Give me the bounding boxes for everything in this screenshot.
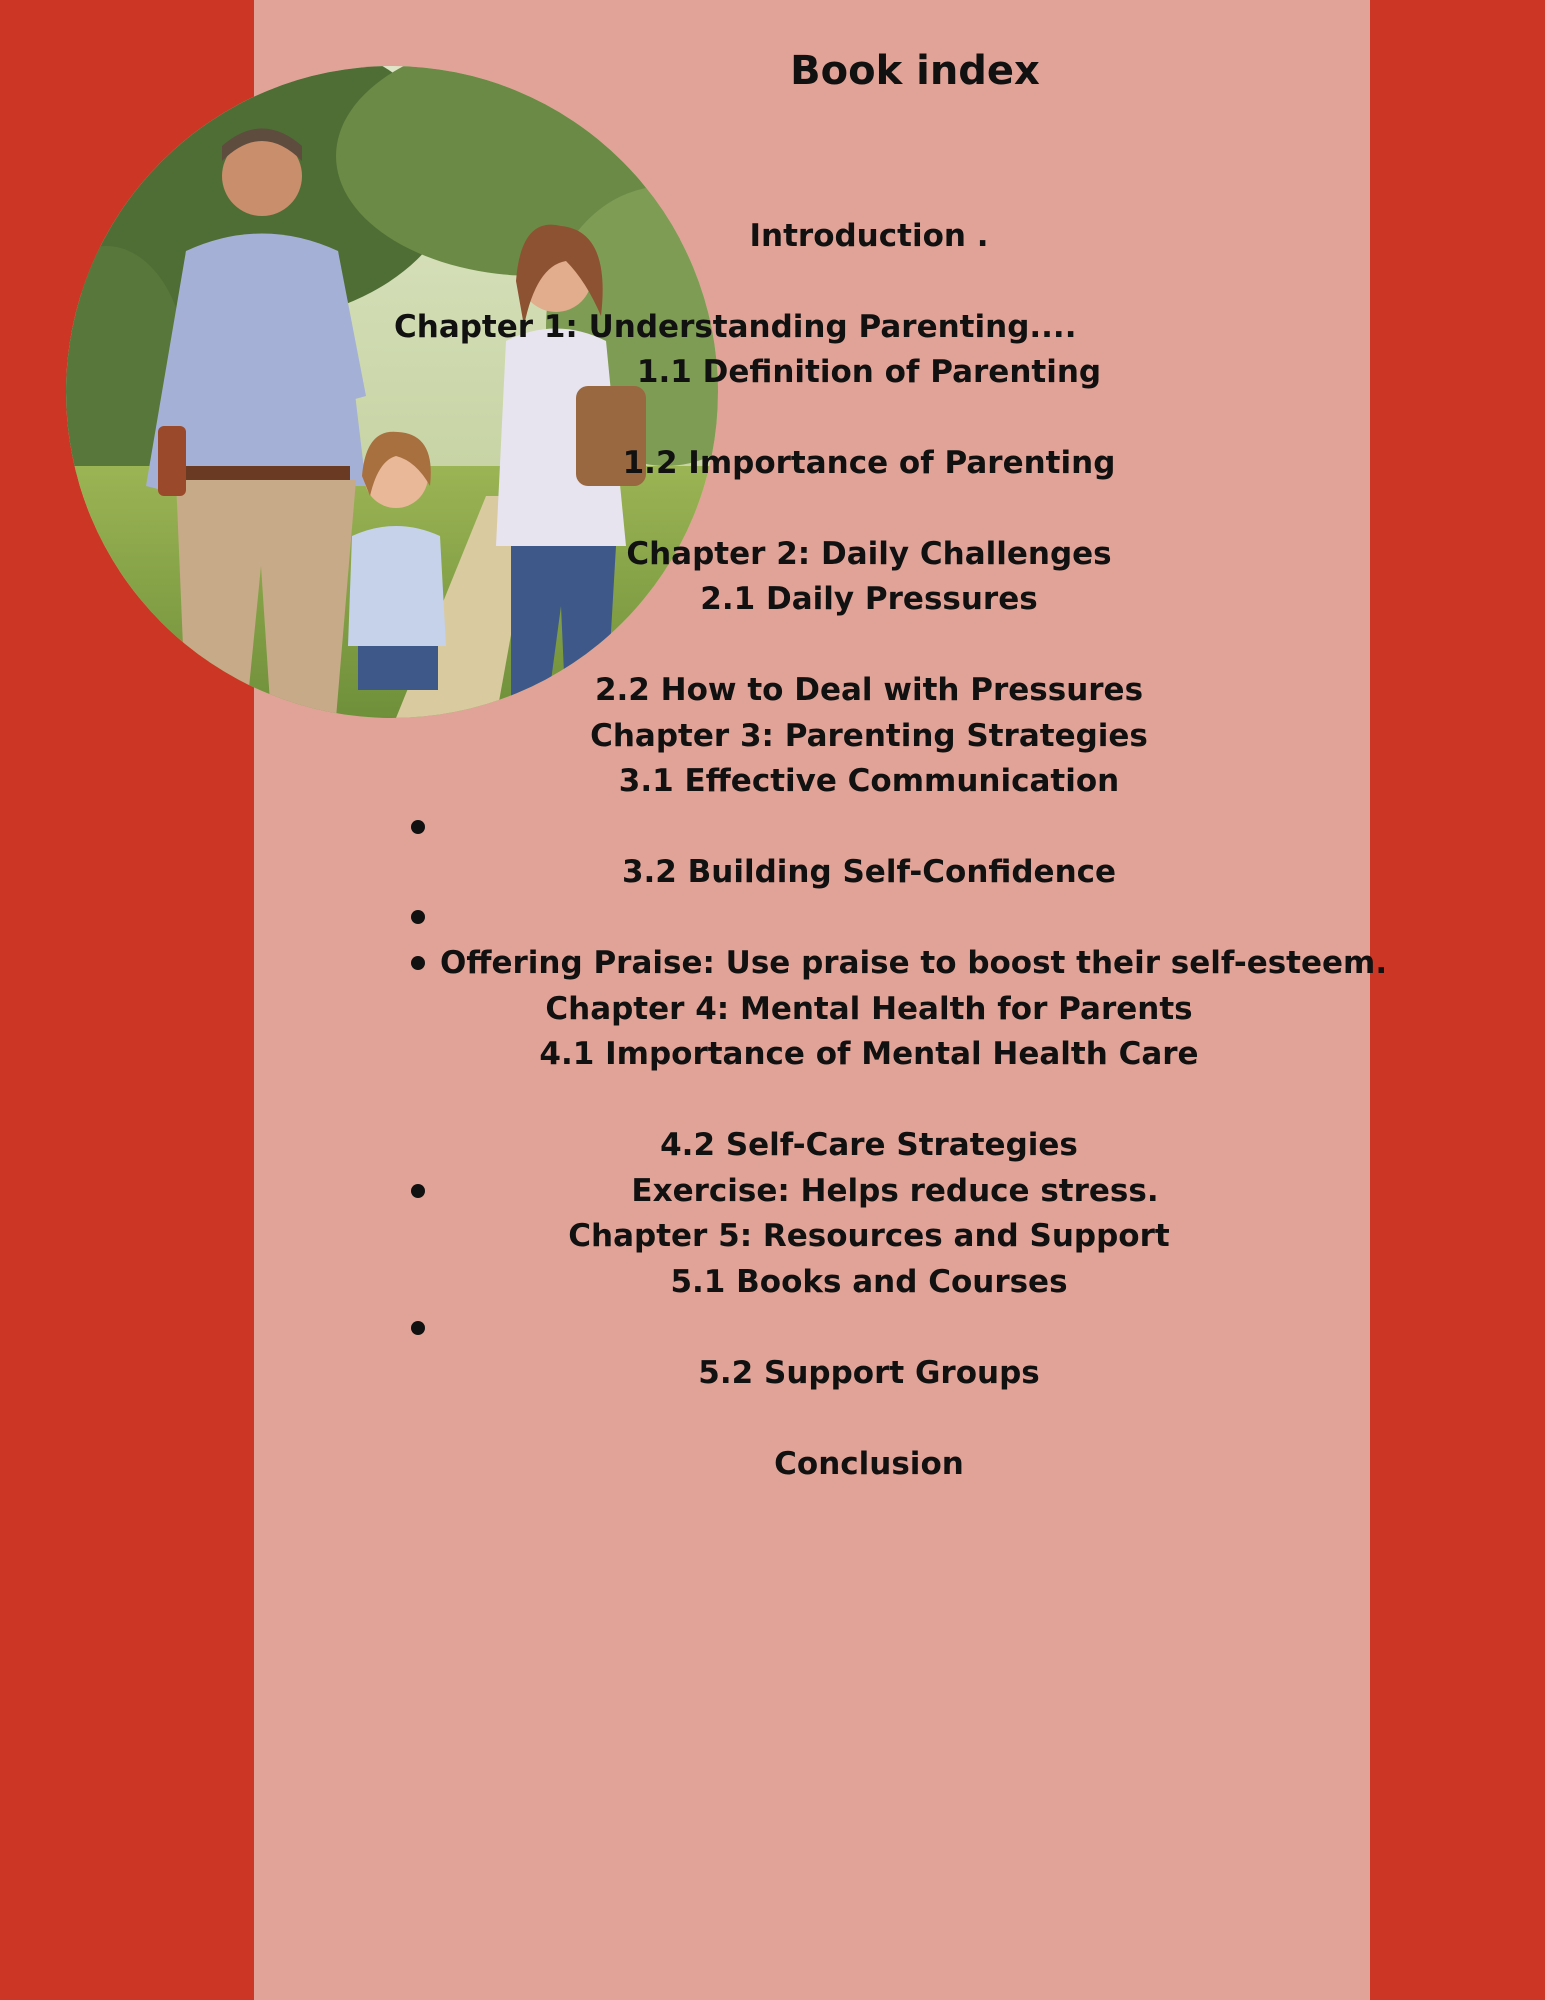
toc-chapter-2: Chapter 2: Daily Challenges [626, 536, 1112, 572]
toc-section-4-1: 4.1 Importance of Mental Health Care [539, 1036, 1199, 1072]
toc-section-3-1: 3.1 Effective Communication [618, 763, 1120, 799]
toc-chapter-4: Chapter 4: Mental Health for Parents [545, 991, 1193, 1027]
toc-chapter-5: Chapter 5: Resources and Support [568, 1218, 1170, 1254]
toc-section-2-1: 2.1 Daily Pressures [700, 581, 1038, 617]
toc-chapter-3: Chapter 3: Parenting Strategies [590, 718, 1148, 754]
bullet-marker [411, 956, 425, 970]
family-illustration [66, 66, 718, 718]
bullet-marker [411, 910, 425, 924]
toc-chapter-1: Chapter 1: Understanding Parenting.... [394, 309, 1077, 345]
family-photo [66, 66, 718, 718]
toc-conclusion: Conclusion [774, 1446, 964, 1482]
toc-section-3-2: 3.2 Building Self-Confidence [621, 854, 1117, 890]
page-title: Book index [790, 48, 1040, 94]
toc-section-5-2: 5.2 Support Groups [698, 1355, 1040, 1391]
toc-bullet-offering-praise: Offering Praise: Use praise to boost their self-esteem. [440, 945, 1388, 981]
toc-section-5-1: 5.1 Books and Courses [670, 1264, 1068, 1300]
toc-section-2-2: 2.2 How to Deal with Pressures [594, 672, 1144, 708]
bullet-marker [411, 1321, 425, 1335]
bullet-marker [411, 1184, 425, 1198]
toc-section-1-1: 1.1 Definition of Parenting [636, 354, 1102, 390]
toc-section-1-2: 1.2 Importance of Parenting [622, 445, 1116, 481]
toc-bullet-exercise: Exercise: Helps reduce stress. [631, 1173, 1159, 1209]
toc-section-4-2: 4.2 Self-Care Strategies [660, 1127, 1078, 1163]
toc-introduction: Introduction . [749, 218, 989, 254]
bullet-marker [411, 820, 425, 834]
